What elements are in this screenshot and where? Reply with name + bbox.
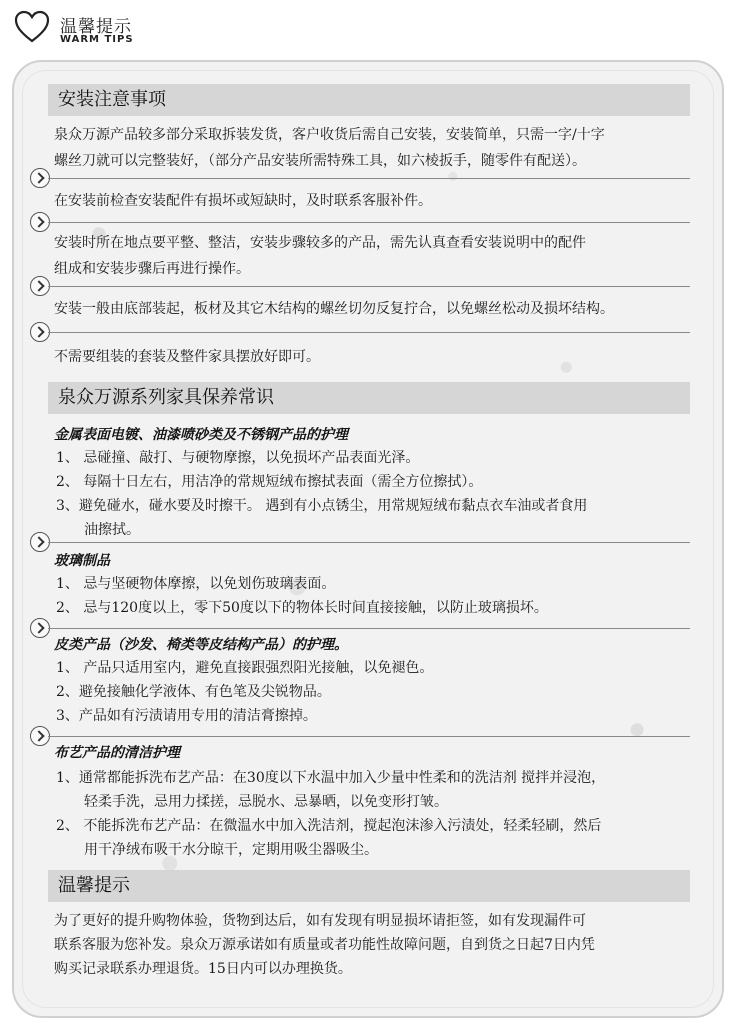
metal-care-item: 3、避免碰水，碰水要及时擦干。 遇到有小点锈尘，用常规短绒布黏点衣车油或者食用 [56,498,588,514]
install-line: 安装时所在地点要平整、整洁，安装步骤较多的产品，需先认真查看安装说明中的配件 [54,235,586,251]
leather-care-item: 1、 产品只适用室内，避免直接跟强烈阳光接触，以免褪色。 [56,660,434,676]
metal-care-item: 油擦拭。 [84,522,140,538]
glass-care-item: 1、 忌与坚硬物体摩擦，以免划伤玻璃表面。 [56,576,336,592]
glass-care-title: 玻璃制品 [54,553,110,569]
metal-care-item: 2、 每隔十日左右，用洁净的常规短绒布擦拭表面（需全方位擦拭）。 [56,474,483,490]
tips-line: 联系客服为您补发。泉众万源承诺如有质量或者功能性故障问题，自到货之日起7日内凭 [54,937,595,953]
fabric-care-item: 用干净绒布吸干水分晾干，定期用吸尘器吸尘。 [84,842,378,858]
header-subtitle: WARM TIPS [60,34,134,45]
install-line: 不需要组装的套装及整件家具摆放好即可。 [54,349,320,365]
fabric-care-item: 1、通常都能拆洗布艺产品：在30度以下水温中加入少量中性柔和的洗洁剂 搅拌并浸泡， [56,770,606,786]
header-title: 温馨提示 [60,17,132,37]
divider [48,628,690,629]
glass-care-item: 2、 忌与120度以上，零下50度以下的物体长时间直接接触，以防止玻璃损坏。 [56,600,548,616]
metal-care-title: 金属表面电镀、油漆喷砂类及不锈钢产品的护理 [54,427,348,443]
divider [48,542,690,543]
heart-icon [14,10,50,44]
install-line: 在安装前检查安装配件有损坏或短缺时，及时联系客服补件。 [54,193,432,209]
divider [48,332,690,333]
arrow-bullet-icon [30,618,50,638]
arrow-bullet-icon [30,532,50,552]
leather-care-item: 2、避免接触化学液体、有色笔及尖锐物品。 [56,684,331,700]
install-line: 安装一般由底部装起，板材及其它木结构的螺丝切勿反复拧合，以免螺丝松动及损坏结构。 [54,301,614,317]
divider [48,736,690,737]
fabric-care-item: 轻柔手洗，忌用力揉搓，忌脱水、忌暴晒，以免变形打皱。 [84,794,448,810]
tips-line: 购买记录联系办理退货。15日内可以办理换货。 [54,961,352,977]
divider [48,178,690,179]
fabric-care-item: 2、 不能拆洗布艺产品：在微温水中加入洗洁剂，搅起泡沫渗入污渍处，轻柔轻刷，然后 [56,818,602,834]
leather-care-item: 3、产品如有污渍请用专用的清洁膏擦掉。 [56,708,317,724]
arrow-bullet-icon [30,726,50,746]
tips-heading: 温馨提示 [48,870,690,902]
divider [48,222,690,223]
metal-care-item: 1、 忌碰撞、敲打、与硬物摩擦，以免损坏产品表面光泽。 [56,450,420,466]
install-line: 组成和安装步骤后再进行操作。 [54,261,250,277]
fabric-care-title: 布艺产品的清洁护理 [54,745,180,761]
divider [48,286,690,287]
leather-care-title: 皮类产品（沙发、椅类等皮结构产品）的护理。 [54,637,348,653]
install-line: 螺丝刀就可以完整装好，（部分产品安装所需特殊工具，如六棱扳手，随零件有配送）。 [54,153,586,169]
install-heading: 安装注意事项 [48,84,690,116]
arrow-bullet-icon [30,212,50,232]
tips-line: 为了更好的提升购物体验，货物到达后，如有发现有明显损坏请拒签，如有发现漏件可 [54,913,586,929]
install-line: 泉众万源产品较多部分采取拆装发货，客户收货后需自己安装，安装简单，只需一字/十字 [54,127,605,143]
arrow-bullet-icon [30,322,50,342]
arrow-bullet-icon [30,276,50,296]
care-heading: 泉众万源系列家具保养常识 [48,382,690,414]
arrow-bullet-icon [30,168,50,188]
